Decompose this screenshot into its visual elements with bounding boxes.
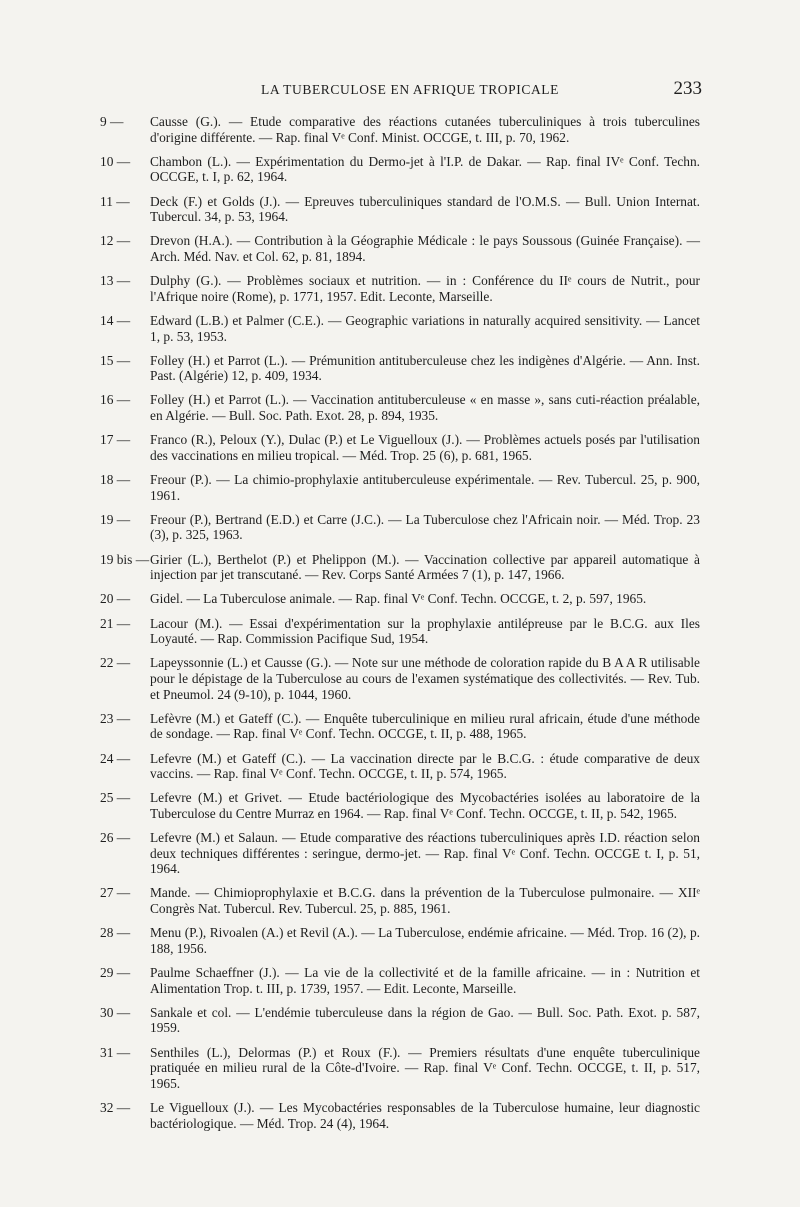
reference-item [100,830,700,877]
reference-item [100,353,700,384]
reference-number: 9 — [100,114,124,129]
reference-item [100,1045,700,1092]
reference-text: Lefèvre (M.) et Gateff (C.). — Enquête tuberculinique en milieu rural africain, étude d'une méthode de sondage. — Rap. final Vᵉ Conf. Techn. OCCGE, t. II, p. 488, 1965. [150,710,700,742]
reference-number: 14 — [100,312,131,328]
reference-number: 16 — [100,392,131,408]
reference-text: Mande. — Chimioprophylaxie et B.C.G. dans la prévention de la Tuberculose pulmonaire. — XIIᵉ Congrès Nat. Tubercul. Rev. Tubercul. 25, p. 885, 1961. [150,885,700,917]
reference-text: Le Viguelloux (J.). — Les Mycobactéries responsables de la Tuberculose humaine, leur diagnostic bactériologique. — Méd. Trop. 24 (4), 1964. [150,1099,700,1131]
reference-text: Folley (H.) et Parrot (L.). — Prémunition antituberculeuse chez les indigènes d'Algérie. — Ann. Inst. Past. (Algérie) 12, p. 409, 1934. [150,352,700,384]
reference-item [100,885,700,916]
reference-text: Senthiles (L.), Delormas (P.) et Roux (F.). — Premiers résultats d'une enquête tuberculinique pratiquée en milieu rural de la Côte-d'Ivoire. — Rap. final Vᵉ Conf. Techn. OCCGE, t. II, p. 517, 1965. [150,1044,700,1091]
reference-text: Freour (P.). — La chimio-prophylaxie antituberculeuse expérimentale. — Rev. Tubercul. 25, p. 900, 1961. [150,472,700,503]
reference-text: Drevon (H.A.). — Contribution à la Géographie Médicale : le pays Soussous (Guinée Française). — Arch. Méd. Nav. et Col. 62, p. 81, 1894. [150,233,700,264]
reference-number: 12 — [100,233,131,249]
reference-text: Lefevre (M.) et Gateff (C.). — La vaccination directe par le B.C.G. : étude comparative de deux vaccins. — Rap. final Vᵉ Conf. Techn. OCCGE, t. II, p. 574, 1965. [150,750,700,782]
reference-text: Lacour (M.). — Essai d'expérimentation sur la prophylaxie antilépreuse par le B.C.G. aux Iles Loyauté. — Rap. Commission Pacifique Sud, 1954. [150,615,700,647]
reference-text: Folley (H.) et Parrot (L.). — Vaccination antituberculeuse « en masse », sans cuti-réaction préalable, en Algérie. — Bull. Soc. Path. Exot. 28, p. 894, 1935. [150,392,700,424]
reference-number: 19 bis — [100,551,150,567]
reference-item [100,392,700,423]
reference-number: 18 — [100,472,131,488]
reference-number: 31 — [100,1044,131,1060]
reference-number: 25 — [100,790,131,806]
reference-item [100,552,700,583]
reference-text: Causse (G.). — Etude comparative des réactions cutanées tuberculiniques à trois tuberculines d'origine différente. — Rap. final Vᵉ Conf. Minist. OCCGE, t. III, p. 70, 1962. [150,114,700,145]
reference-item [100,711,700,742]
reference-item [100,751,700,782]
reference-item [100,114,700,145]
reference-item [100,472,700,503]
reference-number: 24 — [100,750,131,766]
reference-number: 13 — [100,273,131,289]
reference-text: Gidel. — La Tuberculose animale. — Rap. final Vᵉ Conf. Techn. OCCGE, t. 2, p. 597, 1965. [150,591,647,607]
running-title: LA TUBERCULOSE EN AFRIQUE TROPICALE [260,82,560,97]
reference-item [100,1100,700,1131]
reference-text: Lefevre (M.) et Grivet. — Etude bactériologique des Mycobactéries isolées au laboratoire de la Tuberculose du Centre Murraz en 1964. — Rap. final Vᵉ Conf. Techn. OCCGE, t. II, p. 542, 1965. [150,790,700,821]
reference-number: 28 — [100,925,131,941]
reference-text: Deck (F.) et Golds (J.). — Epreuves tuberculiniques standard de l'O.M.S. — Bull. Union Internat. Tubercul. 34, p. 53, 1964. [150,193,700,225]
reference-number: 27 — [100,885,131,901]
reference-item [100,194,700,225]
reference-text: Chambon (L.). — Expérimentation du Dermo-jet à l'I.P. de Dakar. — Rap. final IVᵉ Conf. Techn. OCCGE, t. I, p. 62, 1964. [150,153,700,185]
reference-item [100,965,700,996]
reference-number: 20 — [100,591,131,607]
reference-item [100,512,700,543]
reference-text: Sankale et col. — L'endémie tuberculeuse dans la région de Gao. — Bull. Soc. Path. Exot. p. 587, 1959. [150,1004,700,1036]
reference-item [100,1005,700,1036]
reference-text: Paulme Schaeffner (J.). — La vie de la collectivité et de la famille africaine. — in : Nutrition et Alimentation Trop. t. III, p. 1739, 1957. — Edit. Leconte, Marseille. [150,965,700,996]
reference-number: 17 — [100,432,131,448]
reference-item [100,925,700,956]
reference-item [100,313,700,344]
reference-text: Lefevre (M.) et Salaun. — Etude comparative des réactions tuberculiniques après I.D. réaction selon deux techniques différentes : seringue, dermo-jet. — Rap. final Vᵉ Conf. Techn. OCCGE t. I, p. 51, 1964. [150,830,700,877]
reference-item [100,154,700,185]
reference-number: 15 — [100,352,131,368]
reference-text: Edward (L.B.) et Palmer (C.E.). — Geographic variations in naturally acquired sensitivity. — Lancet 1, p. 53, 1953. [150,312,700,344]
reference-text: Dulphy (G.). — Problèmes sociaux et nutrition. — in : Conférence du IIᵉ cours de Nutrit., pour l'Afrique noire (Rome), p. 1771, 1957. Edit. Leconte, Marseille. [150,273,700,304]
reference-item [100,273,700,304]
page-number: 233 [673,78,702,99]
reference-item [100,616,700,647]
reference-number: 10 — [100,153,131,169]
page-header [120,78,700,102]
reference-number: 22 — [100,655,131,671]
reference-list [100,114,700,1140]
reference-number: 21 — [100,615,131,631]
reference-text: Lapeyssonnie (L.) et Causse (G.). — Note sur une méthode de coloration rapide du B A A R utilisable pour le dépistage de la Tuberculose au cours de l'examen systématique des collectivités. — Rev. Tub. et Pneumol. 24 (9-10), p. 1044, 1960. [150,655,700,702]
reference-number: 26 — [100,830,131,846]
reference-item [100,790,700,821]
reference-item [100,233,700,264]
reference-number: 30 — [100,1004,131,1020]
reference-text: Menu (P.), Rivoalen (A.) et Revil (A.). — La Tuberculose, endémie africaine. — Méd. Trop. 16 (2), p. 188, 1956. [150,925,700,956]
reference-number: 29 — [100,965,131,980]
reference-item [100,591,700,607]
reference-item [100,655,700,702]
reference-text: Franco (R.), Peloux (Y.), Dulac (P.) et Le Viguelloux (J.). — Problèmes actuels posés par l'utilisation des vaccinations en milieu tropical. — Méd. Trop. 25 (6), p. 681, 1965. [150,432,700,463]
reference-number: 32 — [100,1099,131,1115]
reference-number: 11 — [100,193,130,209]
reference-item [100,432,700,463]
reference-number: 23 — [100,710,131,726]
reference-text: Freour (P.), Bertrand (E.D.) et Carre (J.C.). — La Tuberculose chez l'Africain noir. — Méd. Trop. 23 (3), p. 325, 1963. [150,511,700,543]
reference-text: Girier (L.), Berthelot (P.) et Phelippon (M.). — Vaccination collective par appareil automatique à injection par jet transcutané. — Rev. Corps Santé Armées 7 (1), p. 147, 1966. [150,551,700,583]
reference-number: 19 — [100,511,131,527]
